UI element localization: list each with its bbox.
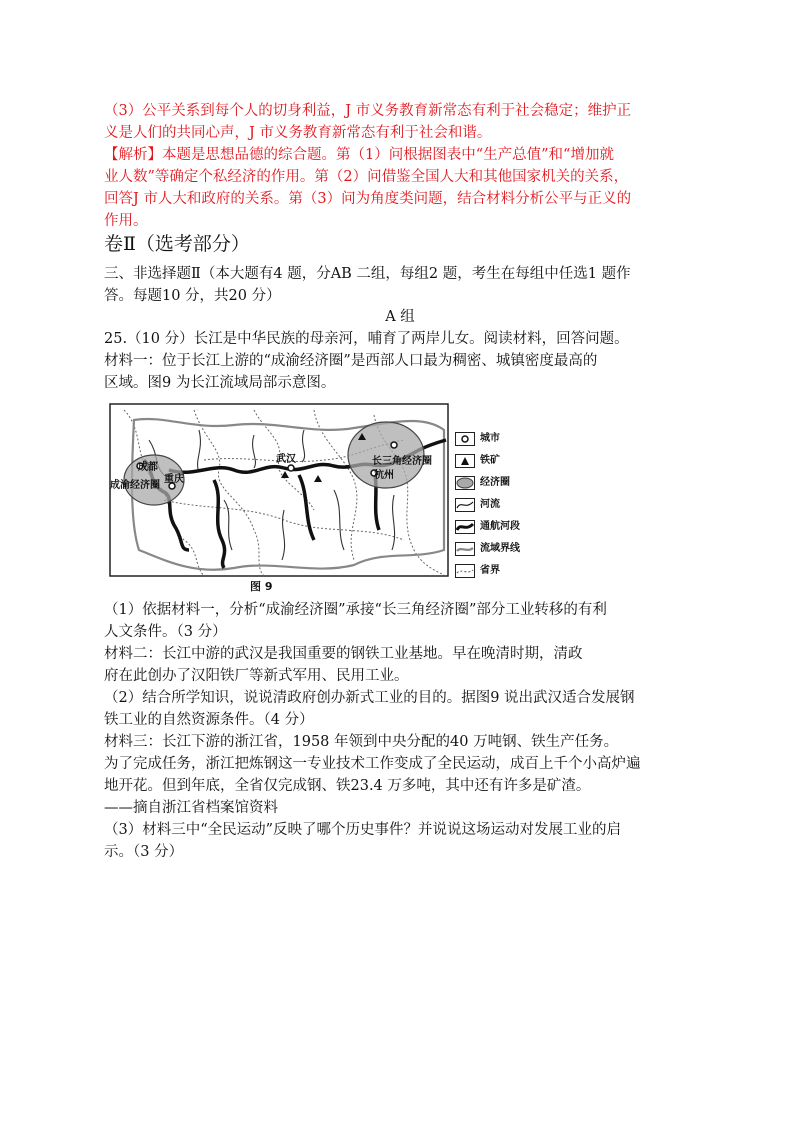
legend-circle-label: 经济圈 (480, 477, 510, 488)
q2-line2: 铁工业的自然资源条件。（4 分） (104, 712, 314, 728)
q3-line2: 示。（3 分） (104, 844, 184, 860)
section-title: 卷Ⅱ（选考部分） (104, 233, 250, 255)
basin-boundary-icon (455, 542, 475, 556)
answer3-line2: 义是人们的共同心声，J 市义务教育新常态有利于社会和谐。 (104, 125, 492, 141)
section-intro-line2: 答。每题10 分，共20 分） (104, 288, 281, 304)
navigable-river-icon (455, 520, 475, 534)
q3-line1: （3）材料三中“全民运动”反映了哪个历史事件？并说说这场运动对发展工业的启 (104, 822, 622, 838)
legend-iron-label: 铁矿 (480, 455, 500, 466)
map-caption: 图 9 (250, 580, 273, 593)
section-intro-line1: 三、非选择题Ⅱ（本大题有4 题，分AB 二组，每组2 题，考生在每组中任选1 题作 (104, 266, 631, 282)
material3-line1: 材料三：长江下游的浙江省，1958 年领到中央分配的40 万吨钢、铁生产任务。 (104, 734, 619, 750)
q1-line1: （1）依据材料一，分析“成渝经济圈”承接“长三角经济圈”部分工业转移的有利 (104, 602, 607, 618)
map-label-hangzhou: 杭州 (374, 470, 394, 481)
analysis-tag: 【解析】 (104, 147, 162, 163)
city-icon (455, 432, 475, 446)
legend-basin-label: 流域界线 (480, 543, 520, 554)
analysis-line3: 回答J 市人大和政府的关系。第（3）问为角度类问题，结合材料分析公平与正义的 (104, 191, 632, 207)
q2-line1: （2）结合所学知识，说说清政府创办新式工业的目的。据图9 说出武汉适合发展钢 (104, 690, 635, 706)
q25-stem: 25.（10 分）长江是中华民族的母亲河，哺育了两岸儿女。阅读材料，回答问题。 (104, 331, 629, 347)
group-heading: A 组 (385, 309, 415, 325)
legend-province (455, 564, 555, 584)
material2-line1: 材料二：长江中游的武汉是我国重要的钢铁工业基地。早在晚清时期，清政 (104, 646, 583, 662)
legend-basin (455, 542, 555, 562)
map-label-chengyu: 成渝经济圈 (110, 480, 160, 491)
legend-city-label: 城市 (480, 433, 500, 444)
analysis-line4: 作用。 (104, 213, 148, 229)
material1-line2: 区域。图9 为长江流域局部示意图。 (104, 375, 336, 391)
analysis-line1-text: 本题是思想品德的综合题。第（1）问根据图表中“生产总值”和“增加就 (162, 147, 614, 163)
map-label-chongqing: 重庆 (164, 474, 184, 485)
material1-line1: 材料一：位于长江上游的“成渝经济圈”是西部人口最为稠密、城镇密度最高的 (104, 353, 598, 369)
legend-river (455, 498, 555, 518)
legend-circle (455, 476, 555, 496)
analysis-line2: 业人数”等确定个私经济的作用。第（2）问借鉴全国人大和其他国家机关的关系， (104, 169, 629, 185)
province-border-icon (455, 564, 475, 578)
iron-ore-icon (455, 454, 475, 468)
material2-line2: 府在此创办了汉阳铁厂等新式军用、民用工业。 (104, 668, 409, 684)
legend-navigable (455, 520, 555, 540)
map-label-chengdu: 成都 (138, 462, 158, 473)
answer3-line1: （3）公平关系到每个人的切身利益，J 市义务教育新常态有利于社会稳定；维护正 (104, 103, 632, 119)
q1-line2: 人文条件。（3 分） (104, 624, 227, 640)
material3-source: ——摘自浙江省档案馆资料 (104, 800, 278, 816)
legend-river-label: 河流 (480, 499, 500, 510)
river-icon (455, 498, 475, 512)
analysis-line1 (104, 144, 614, 166)
economic-circle-icon (455, 476, 475, 490)
map-label-wuhan: 武汉 (276, 454, 296, 465)
legend-city (455, 432, 555, 452)
material3-line2: 为了完成任务，浙江把炼钢这一专业技术工作变成了全民运动，成百上千个小高炉遍 (104, 756, 641, 772)
legend-iron (455, 454, 555, 474)
legend-province-label: 省界 (480, 565, 500, 576)
map-label-changsanjiao: 长三角经济圈 (372, 456, 432, 467)
legend-navigable-label: 通航河段 (480, 521, 520, 532)
material3-line3: 地开花。但到年底，全省仅完成钢、铁23.4 万多吨，其中还有许多是矿渣。 (104, 778, 591, 794)
